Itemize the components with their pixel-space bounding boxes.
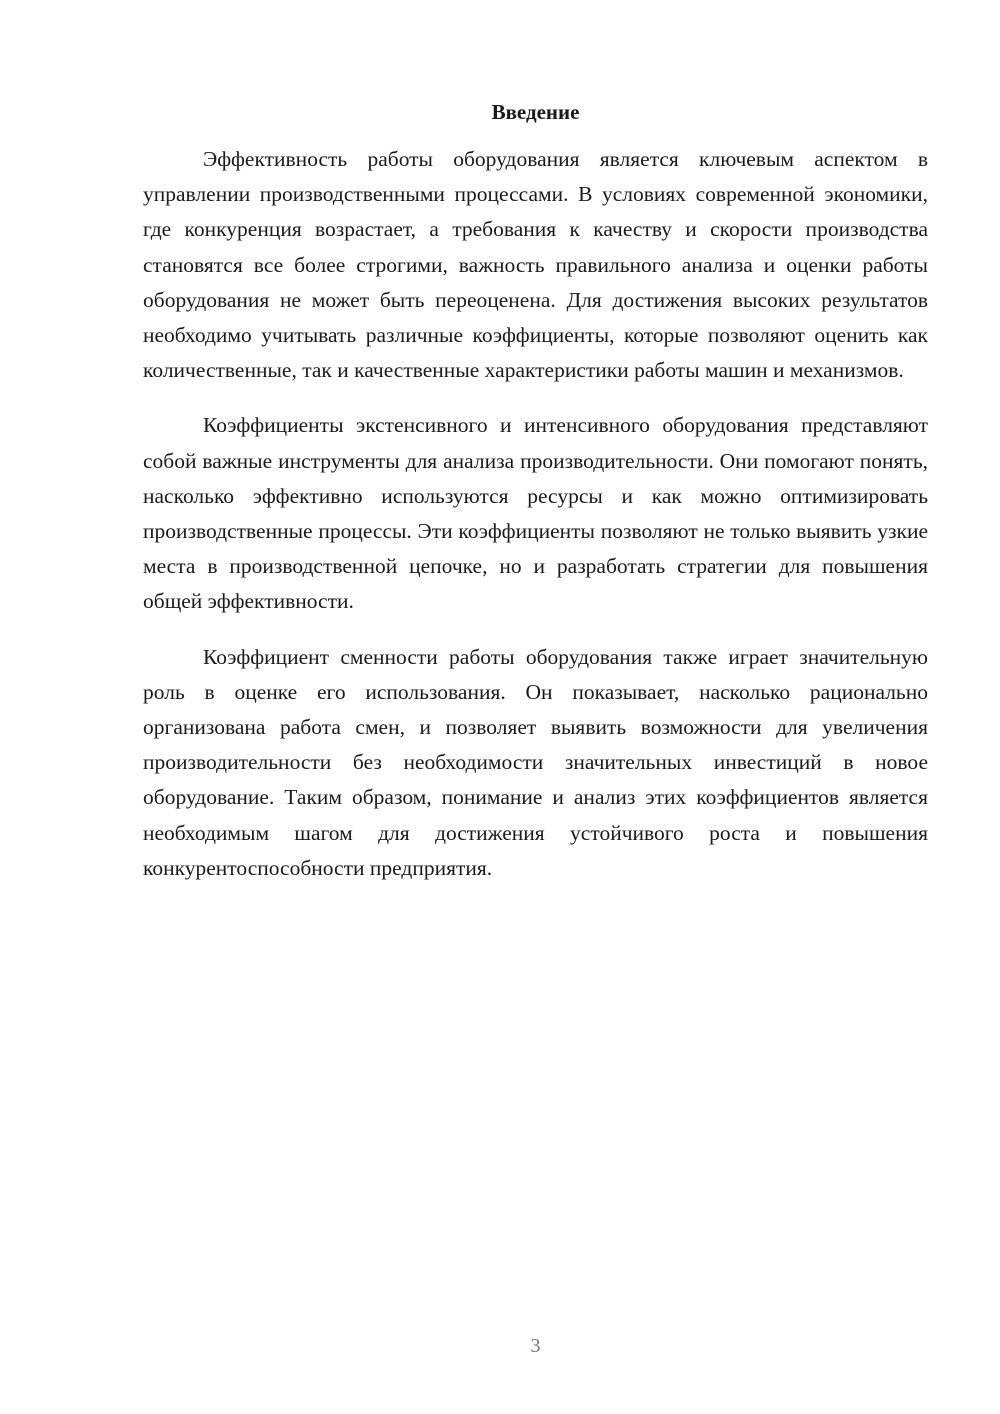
paragraph: Эффективность работы оборудования является ключевым аспектом в управлении производственными процессами. В условиях современной экономики, где конкуренция возрастает, а требования к качеству и скорости производства становятся все более строгими, важность правильного анализа и оценки работы оборудования не может быть переоценена. Для достижения высоких результатов необходимо учитывать различные коэффициенты, которые позволяют оценить как количественные, так и качественные характеристики работы машин и механизмов.: [143, 147, 928, 383]
paragraph: Коэффициенты экстенсивного и интенсивного оборудования представляют собой важные инструменты для анализа производительности. Они помогают понять, насколько эффективно используются ресурсы и как можно оптимизировать производственные процессы. Эти коэффициенты позволяют не только выявить узкие места в производственной цепочке, но и разработать стратегии для повышения общей эффективности.: [143, 413, 928, 614]
section-title: Введение: [491, 100, 580, 124]
paragraph: Коэффициент сменности работы оборудования также играет значительную роль в оценке его использования. Он показывает, насколько рационально организована работа смен, и позволяет выявить возможности для увеличения производительности без необходимости значительных инвестиций в новое оборудование. Таким образом, понимание и анализ этих коэффициентов является необходимым шагом для достижения устойчивого роста и повышения конкурентоспособности предприятия.: [143, 644, 928, 880]
body-text: [143, 142, 928, 906]
page-number: 3: [530, 1335, 541, 1357]
